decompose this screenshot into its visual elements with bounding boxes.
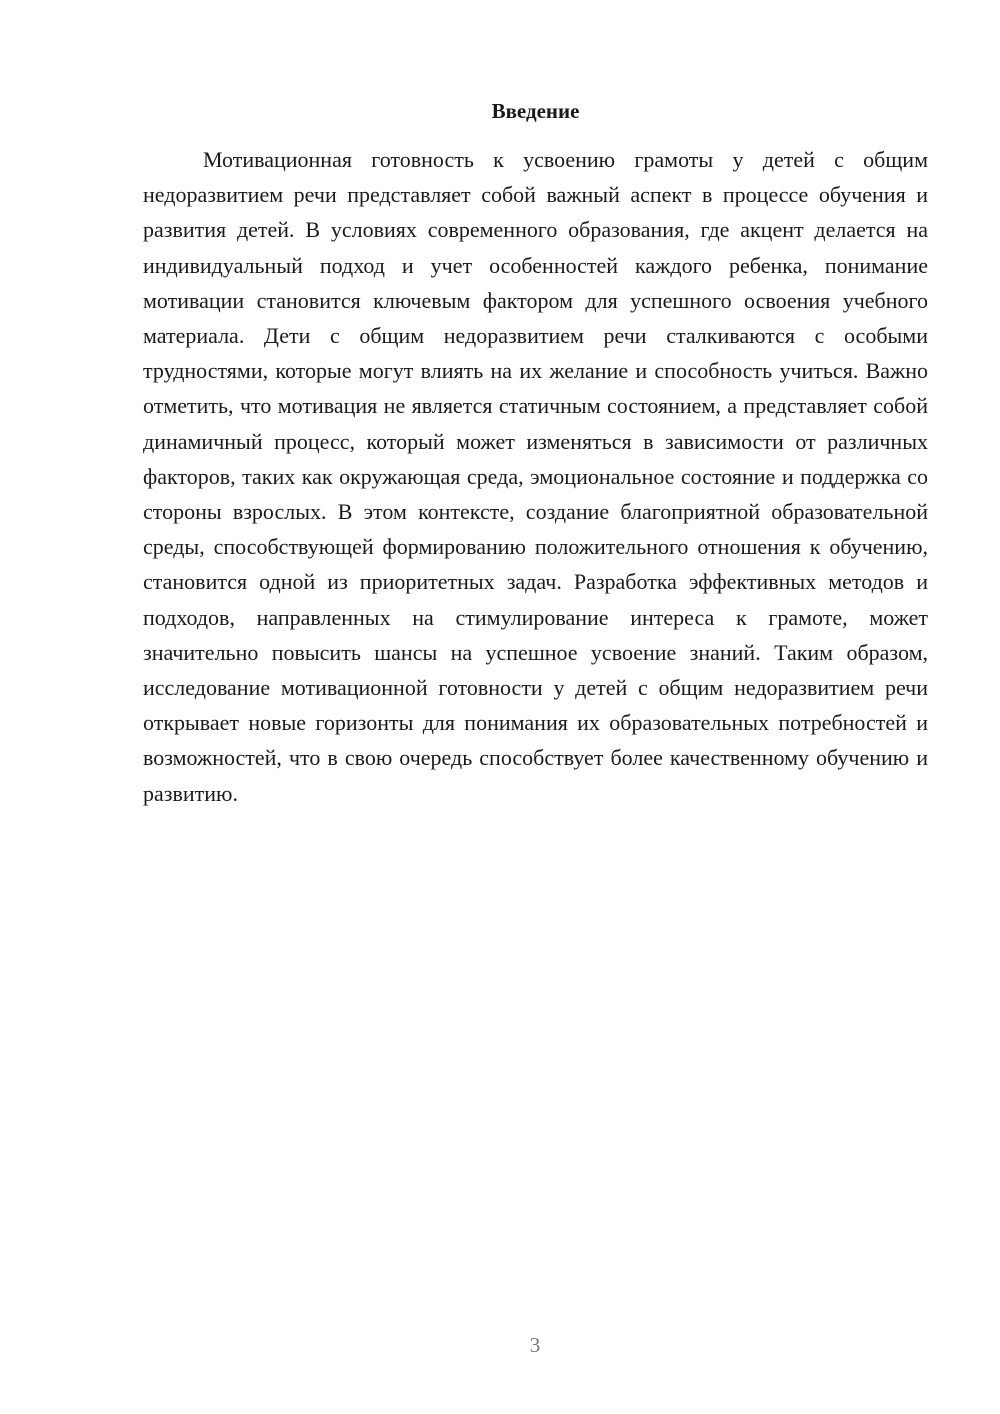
page-number: 3 bbox=[529, 1333, 541, 1357]
body-paragraph: Мотивационная готовность к усвоению грамоты у детей с общим недоразвитием речи представляет собой важный аспект в процессе обучения и развития детей. В условиях современного образования, где акцент делается на индивидуальный подход и учет особенностей каждого ребенка, понимание мотивации становится ключевым фактором для успешного освоения учебного материала. Дети с общим недоразвитием речи сталкиваются с особыми трудностями, которые могут влиять на их желание и способность учиться. Важно отметить, что мотивация не является статичным состоянием, а представляет собой динамичный процесс, который может изменяться в зависимости от различных факторов, таких как окружающая среда, эмоциональное состояние и поддержка со стороны взрослых. В этом контексте, создание благоприятной образовательной среды, способствующей формированию положительного отношения к обучению, становится одной из приоритетных задач. Разработка эффективных методов и подходов, направленных на стимулирование интереса к грамоте, может значительно повысить шансы на успешное усвоение знаний. Таким образом, исследование мотивационной готовности у детей с общим недоразвитием речи открывает новые горизонты для понимания их образовательных потребностей и возможностей, что в свою очередь способствует более качественному обучению и развитию. bbox=[143, 147, 928, 806]
section-heading: Введение bbox=[491, 99, 580, 123]
